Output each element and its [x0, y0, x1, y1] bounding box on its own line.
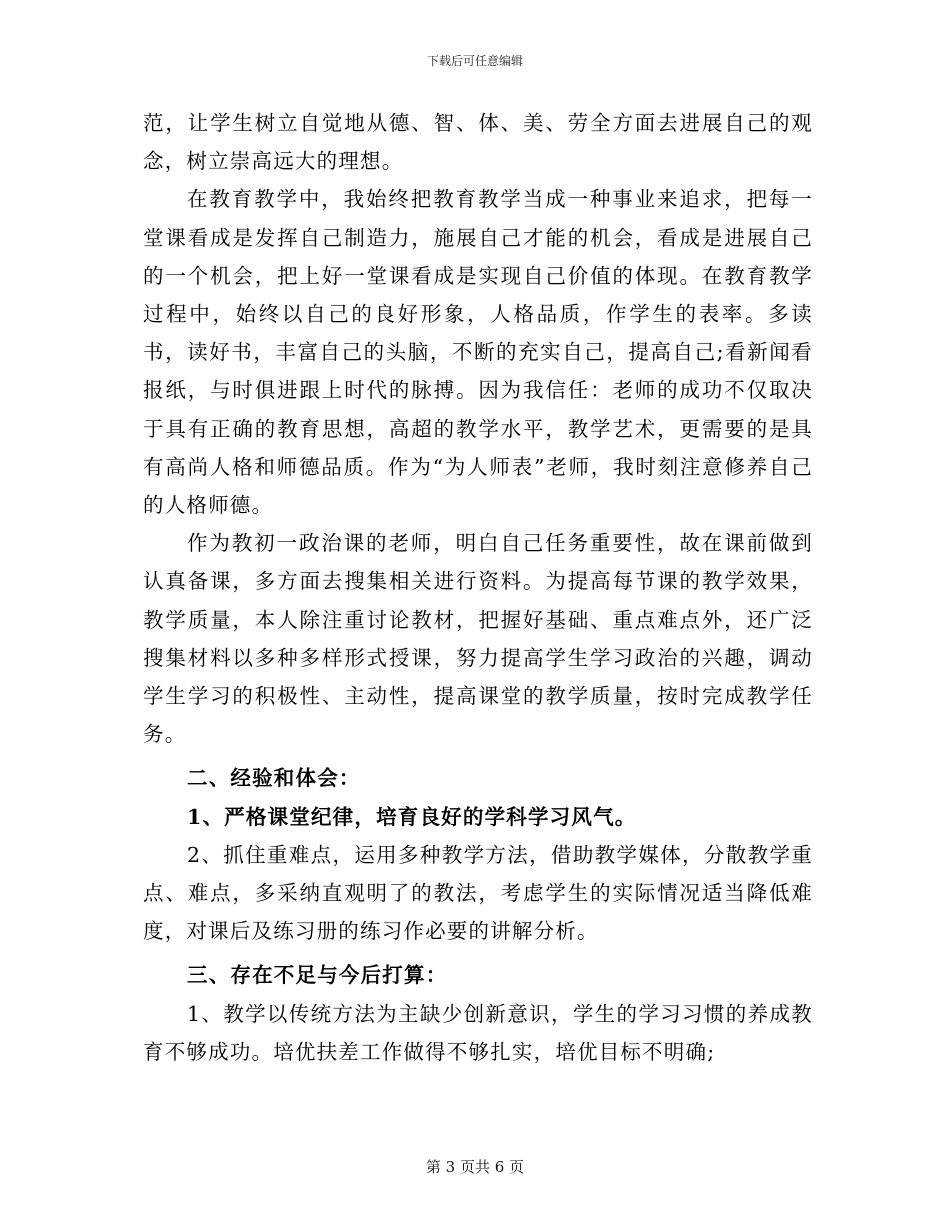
section-heading-experience: 二、经验和体会： — [187, 766, 361, 791]
paragraph-teaching-attitude: 在教育教学中，我始终把教育教学当成一种事业来追求，把每一堂课看成是发挥自己制造力，施展自己才能的机会，看成是进展自己的一个机会，把上好一堂课看成是实现自己价值的体现。在教育教学过程中，始终以自己的良好形象，人格品质，作学生的表率。多读书，读好书，丰富自己的头脑，不断的充实自己，提高自己;看新闻看报纸，与时俱进跟上时代的脉搏。因为我信任：老师的成功不仅取决于具有正确的教育思想，高超的教学水平，教学艺术，更需要的是具有高尚人格和师德品质。作为“为人师表”老师，我时刻注意修养自己的人格师德。 — [143, 187, 813, 518]
document-body — [143, 104, 813, 1071]
paragraph-continuation: 范，让学生树立自觉地从德、智、体、美、劳全方面去进展自己的观念，树立崇高远大的理想。 — [143, 111, 813, 174]
paragraph-shortcoming-1: 1、教学以传统方法为主缺少创新意识，学生的学习习惯的养成教育不够成功。培优扶差工作做得不够扎实，培优目标不明确; — [143, 1001, 813, 1064]
paragraph-key-points: 2、抓住重难点，运用多种教学方法，借助教学媒体，分散教学重点、难点，多采纳直观明了的教法，考虑学生的实际情况适当降低难度，对课后及练习册的练习作必要的讲解分析。 — [143, 842, 813, 944]
subheading-classroom-discipline: 1、严格课堂纪律，培育良好的学科学习风气。 — [187, 804, 637, 829]
section-heading-shortcomings: 三、存在不足与今后打算： — [187, 963, 448, 988]
page-header: 下载后可任意编辑 — [426, 54, 523, 68]
page-footer: 第 3 页共 6 页 — [425, 1158, 525, 1176]
paragraph-politics-class: 作为教初一政治课的老师，明白自己任务重要性，故在课前做到认真备课，多方面去搜集相关进行资料。为提高每节课的教学效果，教学质量，本人除注重讨论教材，把握好基础、重点难点外，还广泛搜集材料以多种多样形式授课，努力提高学生学习政治的兴趣，调动学生学习的积极性、主动性，提高课堂的教学质量，按时完成教学任务。 — [143, 531, 813, 747]
